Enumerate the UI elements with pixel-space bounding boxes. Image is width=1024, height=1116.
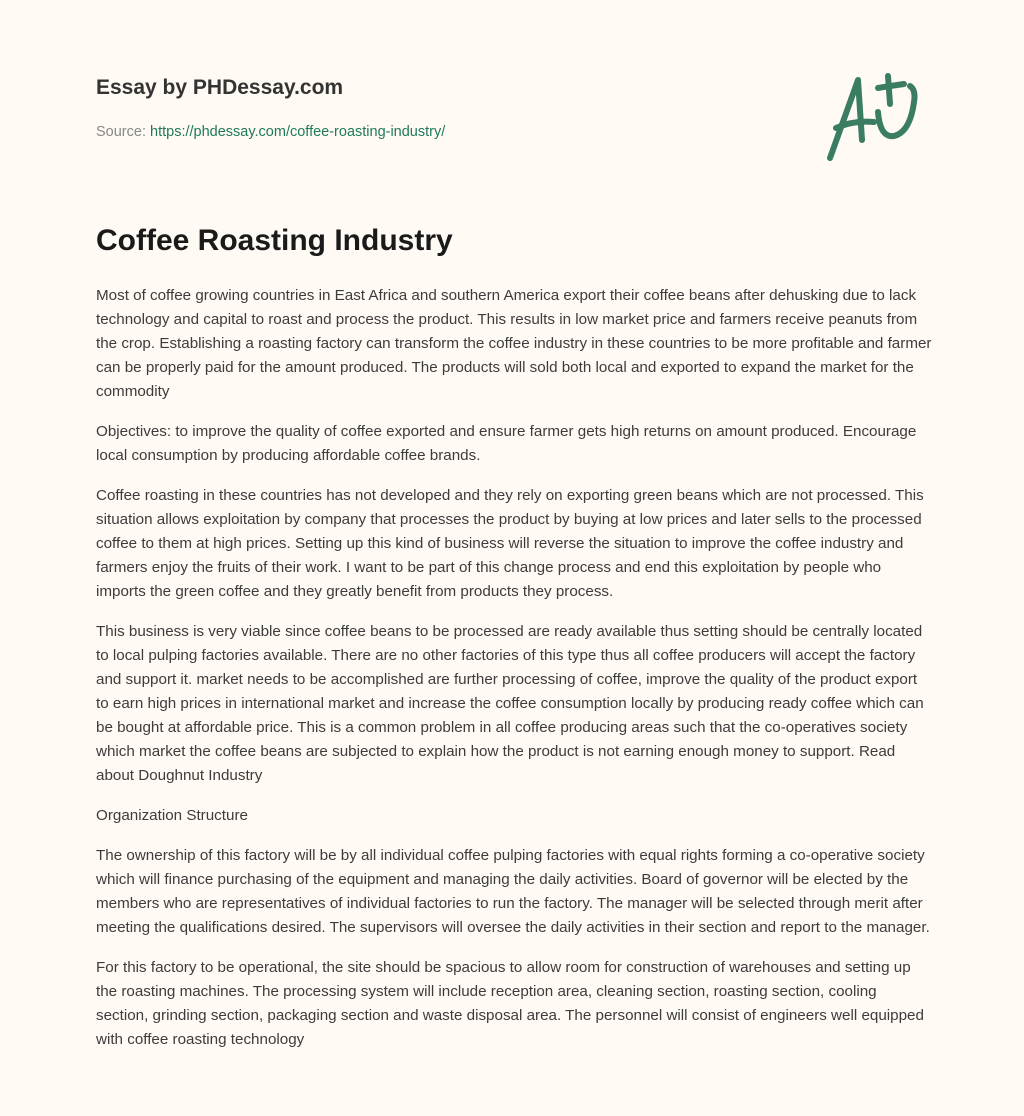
paragraph: Coffee roasting in these countries has not developed and they rely on exporting green beans which are not processed. This situation allows exploitation by company that processes the product by buying at low prices and later sells to the processed coffee to them at high prices. Setting up this kind of business will reverse the situation to improve the coffee industry and farmers enjoy the fruits of their work. I want to be part of this change process and end this exploitation by people who imports the green coffee and they greatly benefit from products they process. xyxy=(96,487,924,600)
paragraph: This business is very viable since coffee beans to be processed are ready available thus setting should be centrally located to local pulping factories available. There are no other factories of this type thus all coffee producers will accept the factory and support it. market needs to be accomplished are further processing of coffee, improve the quality of the product export to earn high prices in international market and increase the coffee consumption locally by producing ready coffee which can be bought at affordable price. This is a common problem in all coffee producing areas such that the co-operatives society which market the coffee beans are subjected to explain how the product is not earning enough money to support. Read about Doughnut Industry xyxy=(96,623,924,784)
source-line xyxy=(96,124,445,140)
paragraph: Objectives: to improve the quality of coffee exported and ensure farmer gets high returns on amount produced. Encourage local consumption by producing affordable coffee brands. xyxy=(96,423,917,464)
a-plus-logo xyxy=(818,66,928,166)
source-label: Source: xyxy=(96,124,146,140)
article-title: Coffee Roasting Industry xyxy=(96,224,453,257)
article-body xyxy=(96,284,932,1068)
paragraph: The ownership of this factory will be by all individual coffee pulping factories with equal rights forming a co-operative society which will finance purchasing of the equipment and managing the daily activities. Board of governor will be elected by the members who are representatives of individual factories to run the factory. The manager will be selected through merit after meeting the qualifications desired. The supervisors will oversee the daily activities in their section and report to the manager. xyxy=(96,847,930,936)
paragraph: For this factory to be operational, the site should be spacious to allow room for construction of warehouses and setting up the roasting machines. The processing system will include reception area, cleaning section, roasting section, cooling section, grinding section, packaging section and waste disposal area. The personnel will consist of engineers well equipped with coffee roasting technology xyxy=(96,959,924,1048)
section-heading: Organization Structure xyxy=(96,807,248,824)
source-link[interactable]: https://phdessay.com/coffee-roasting-industry/ xyxy=(150,124,446,140)
site-title: Essay by PHDessay.com xyxy=(96,76,344,99)
paragraph: Most of coffee growing countries in East Africa and southern America export their coffee beans after dehusking due to lack technology and capital to roast and process the product. This results in low market price and farmers receive peanuts from the crop. Establishing a roasting factory can transform the coffee industry in these countries to be more profitable and farmer can be properly paid for the amount produced. The products will sold both local and exported to expand the market for the commodity xyxy=(96,287,932,400)
